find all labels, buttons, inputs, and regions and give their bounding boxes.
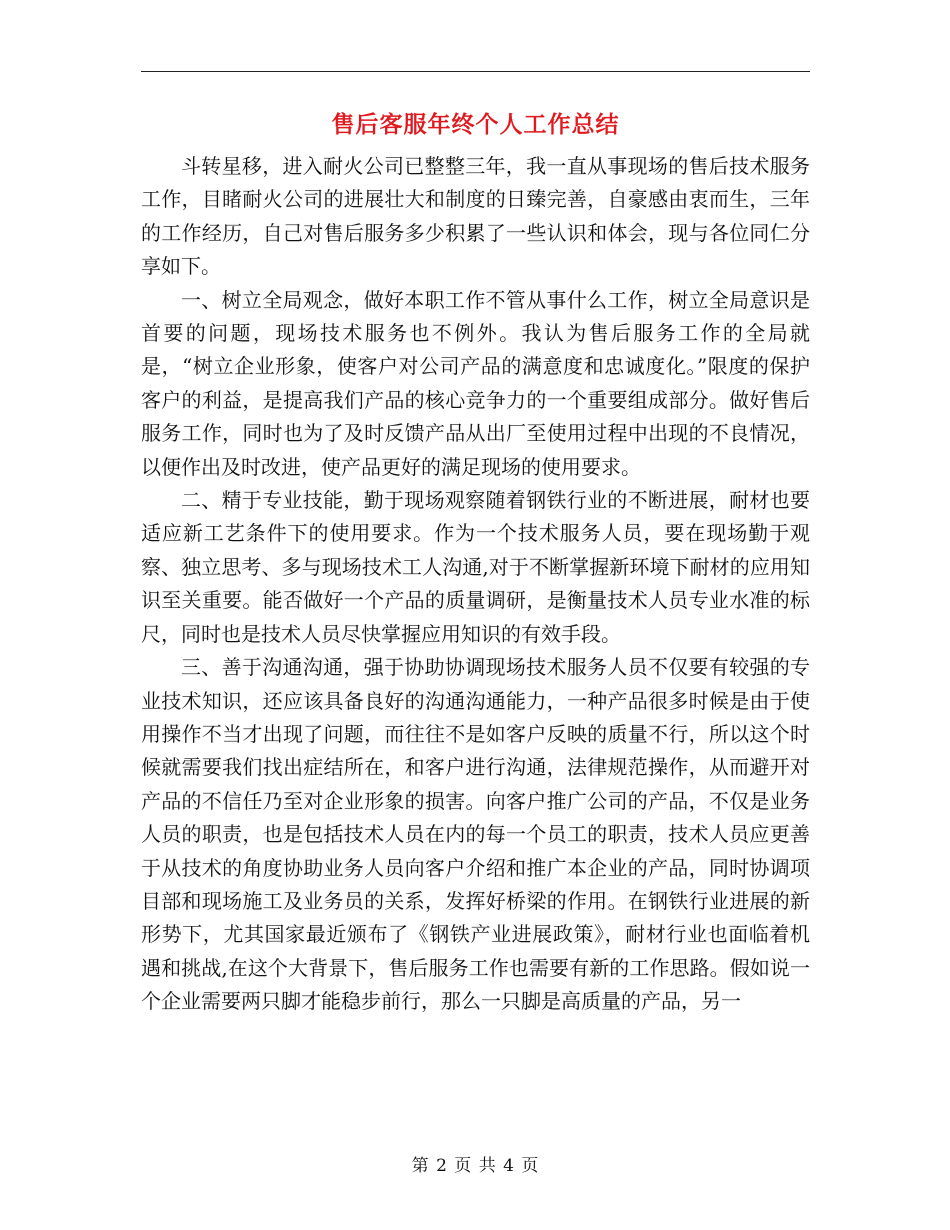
document-title: 售后客服年终个人工作总结 bbox=[331, 111, 620, 138]
document-body bbox=[141, 150, 810, 1019]
paragraph-section-1: 一、树立全局观念，做好本职工作不管从事什么工作，树立全局意识是首要的问题，现场技术服务也不例外。我认为售后服务工作的全局就是，“树立企业形象，使客户对公司产品的满意度和忠诚度化。”限度的保护客户的利益，是提高我们产品的核心竞争力的一个重要组成部分。做好售后服务工作，同时也为了及时反馈产品从出厂至使用过程中出现的不良情况，以便作出及时改进，使产品更好的满足现场的使用要求。 bbox=[141, 287, 810, 479]
paragraph-intro: 斗转星移，进入耐火公司已整整三年，我一直从事现场的售后技术服务工作，目睹耐火公司的进展壮大和制度的日臻完善，自豪感由衷而生，三年的工作经历，自己对售后服务多少积累了一些认识和体会，现与各位同仁分享如下。 bbox=[141, 154, 810, 279]
paragraph-section-3: 三、善于沟通沟通，强于协助协调现场技术服务人员不仅要有较强的专业技术知识，还应该具备良好的沟通沟通能力，一种产品很多时候是由于使用操作不当才出现了问题，而往往不是如客户反映的质量不行，所以这个时候就需要我们找出症结所在，和客户进行沟通，法律规范操作，从而避开对产品的不信任乃至对企业形象的损害。向客户推广公司的产品，不仅是业务人员的职责，也是包括技术人员在内的每一个员工的职责，技术人员应更善于从技术的角度协助业务人员向客户介绍和推广本企业的产品，同时协调项目部和现场施工及业务员的关系，发挥好桥梁的作用。在钢铁行业进展的新形势下，尤其国家最近颁布了《钢铁产业进展政策》，耐材行业也面临着机遇和挑战,在这个大背景下，售后服务工作也需要有新的工作思路。假如说一个企业需要两只脚才能稳步前行，那么一只脚是高质量的产品，另一 bbox=[141, 655, 810, 1014]
header-rule bbox=[141, 71, 810, 72]
paragraph-section-2: 二、精于专业技能，勤于现场观察随着钢铁行业的不断进展，耐材也要适应新工艺条件下的使用要求。作为一个技术服务人员，要在现场勤于观察、独立思考、多与现场技术工人沟通,对于不断掌握新环境下耐材的应用知识至关重要。能否做好一个产品的质量调研，是衡量技术人员专业水准的标尺，同时也是技术人员尽快掌握应用知识的有效手段。 bbox=[141, 488, 810, 646]
page-number-footer: 第 2 页 共 4 页 bbox=[411, 1156, 540, 1176]
